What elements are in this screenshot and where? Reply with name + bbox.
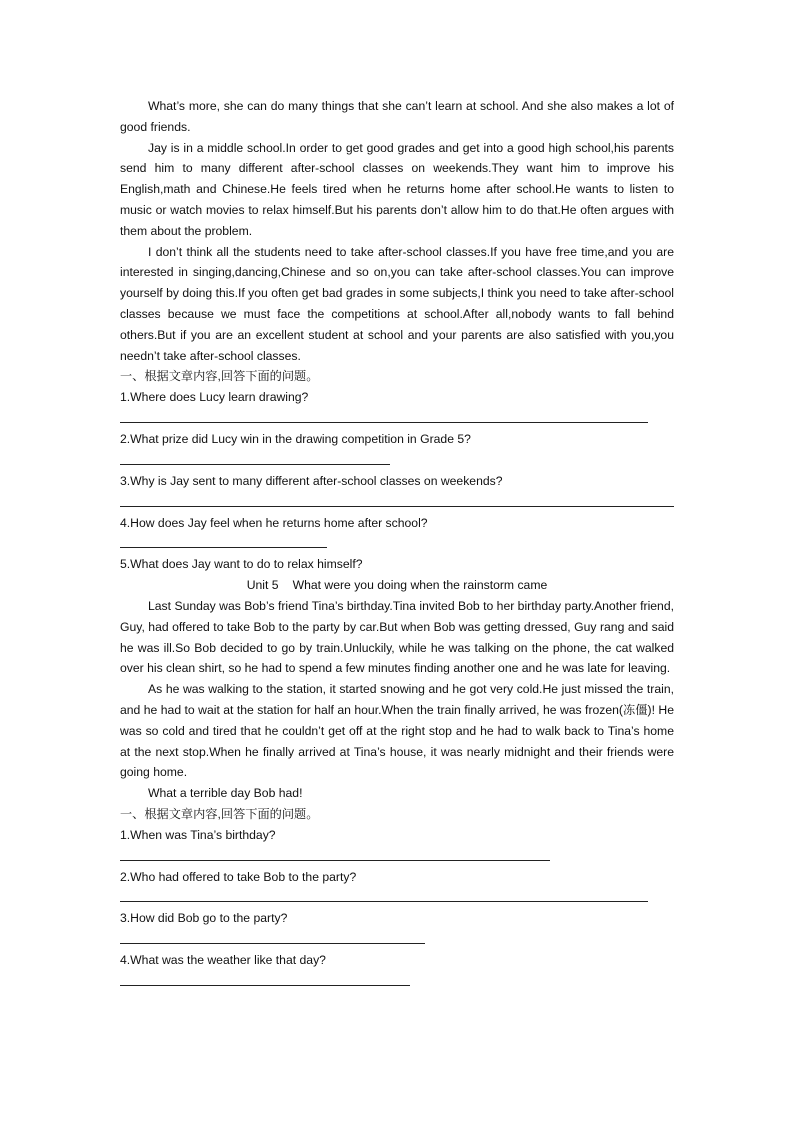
section-instruction: 一、根据文章内容,回答下面的问题。	[120, 369, 319, 384]
question: 1.When was Tina’s birthday?	[120, 827, 276, 842]
section-instruction: 一、根据文章内容,回答下面的问题。	[120, 806, 319, 821]
question: 3.How did Bob go to the party?	[120, 911, 288, 926]
unit-title	[120, 575, 674, 596]
question: 2.Who had offered to take Bob to the party?	[120, 869, 357, 884]
answer-line[interactable]	[120, 492, 674, 507]
unit-heading: What were you doing when the rainstorm came	[292, 578, 548, 593]
passage-paragraph: I don’t think all the students need to take after-school classes.If you have free time,and you are interested in singing,dancing,Chinese and so on,you can take after-school classes.You can improve yourself by doing this.If you often get bad grades in some subjects,I think you need to take after-school classes because we must face the competitions at school.After all,nobody wants to fall behind others.But if you are an excellent student at school and your parents are also satisfied with you,you needn’t take after-school classes.	[120, 244, 674, 363]
answer-line[interactable]	[120, 846, 550, 861]
question: 5.What does Jay want to do to relax himself?	[120, 557, 363, 572]
answer-line[interactable]	[120, 450, 390, 465]
answer-line[interactable]	[120, 533, 327, 548]
document-page	[120, 96, 674, 992]
answer-line[interactable]	[120, 887, 648, 902]
question: 2.What prize did Lucy win in the drawing competition in Grade 5?	[120, 431, 471, 446]
passage-paragraph: What a terrible day Bob had!	[148, 786, 303, 801]
answer-line[interactable]	[120, 408, 648, 423]
passage-paragraph: Last Sunday was Bob’s friend Tina’s birthday.Tina invited Bob to her birthday party.Another friend, Guy, had offered to take Bob to the party by car.But when Bob was getting dressed, Guy rang and said he was ill.So Bob decided to go by train.Unluckily, while he was talking on the phone, the cat walked over his clean shirt, so he had to spend a few minutes finding another one and he was late for leaving.	[120, 598, 674, 676]
answer-line[interactable]	[120, 929, 425, 944]
answer-line[interactable]	[120, 971, 410, 986]
passage-paragraph: What’s more, she can do many things that she can’t learn at school. And she also makes a lot of good friends.	[120, 99, 674, 134]
unit-number: Unit 5	[246, 578, 279, 593]
question: 1.Where does Lucy learn drawing?	[120, 390, 309, 405]
question: 4.What was the weather like that day?	[120, 953, 326, 968]
passage-paragraph: As he was walking to the station, it started snowing and he got very cold.He just missed the train, and he had to wait at the station for half an hour.When the train finally arrived, he was frozen(冻僵)! He was so cold and tired that he couldn’t get off at the right stop and he had to walk back to Tina’s home at the next stop.When he finally arrived at Tina’s house, it was nearly midnight and their friends were going home.	[120, 682, 674, 780]
question: 4.How does Jay feel when he returns home after school?	[120, 515, 428, 530]
question: 3.Why is Jay sent to many different after-school classes on weekends?	[120, 473, 503, 488]
passage-paragraph: Jay is in a middle school.In order to get good grades and get into a good high school,his parents send him to many different after-school classes on weekends.They want him to improve his English,math and Chinese.He feels tired when he returns home after school.He wants to listen to music or watch movies to relax himself.But his parents don’t allow him to do that.He often argues with them about the problem.	[120, 140, 674, 238]
